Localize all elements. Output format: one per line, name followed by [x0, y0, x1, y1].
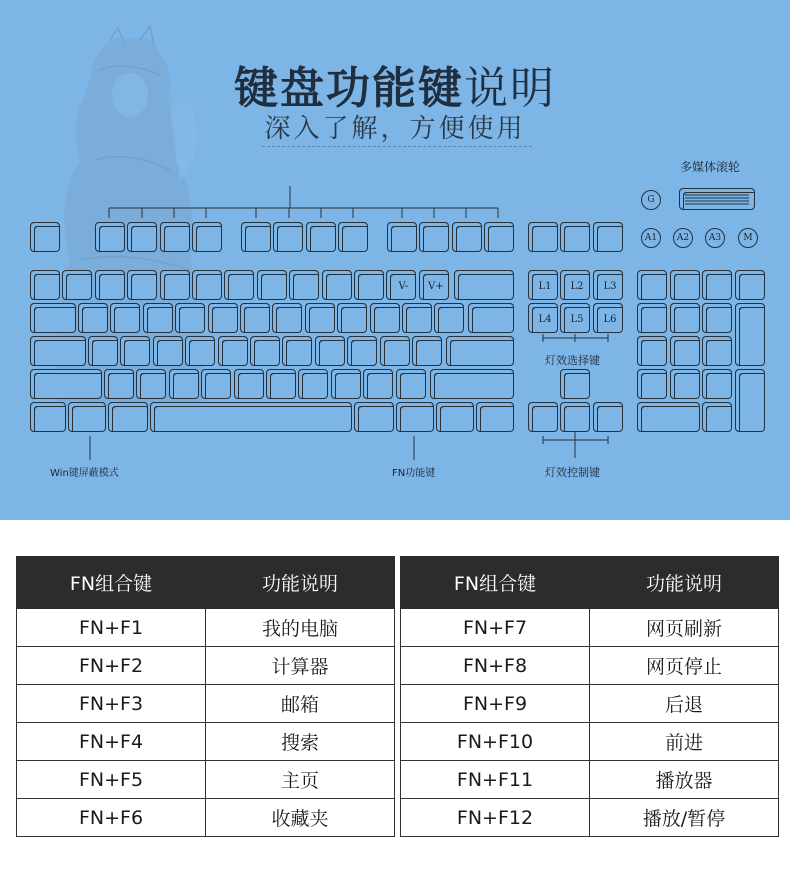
home-row-key-6[interactable] [250, 336, 280, 366]
numpad-zero-key[interactable] [637, 402, 700, 432]
m-key[interactable]: M [738, 228, 758, 248]
f9-key[interactable] [387, 222, 417, 252]
qwerty-row-key-8[interactable] [305, 303, 335, 333]
number-row-key-9[interactable] [289, 270, 319, 300]
bottom-row-key-3[interactable] [169, 369, 199, 399]
qwerty-row-key-11[interactable] [402, 303, 432, 333]
number-row-key-5[interactable] [160, 270, 190, 300]
light-key-4[interactable] [528, 303, 558, 333]
g-key[interactable]: G [641, 190, 661, 210]
function-cell: 搜索 [206, 723, 395, 761]
numpad-top-key-4[interactable] [735, 270, 765, 300]
menu-key[interactable] [436, 402, 474, 432]
bottom-row-key-9[interactable] [363, 369, 393, 399]
home-row-key-9[interactable] [347, 336, 377, 366]
combo-cell: FN+F11 [401, 761, 590, 799]
right-ctrl-key[interactable] [476, 402, 514, 432]
qwerty-row-key-1[interactable] [78, 303, 108, 333]
light-key-4-label: L4 [538, 314, 552, 325]
light-key-1[interactable] [528, 270, 558, 300]
combo-cell: FN+F7 [401, 609, 590, 647]
qwerty-row-key-12[interactable] [434, 303, 464, 333]
numpad-top-key-2[interactable] [670, 270, 700, 300]
bottom-row-key-5[interactable] [234, 369, 264, 399]
combo-cell: FN+F3 [17, 685, 206, 723]
combo-cell: FN+F8 [401, 647, 590, 685]
volume-down-key-label: V- [398, 281, 409, 292]
combo-cell: FN+F4 [17, 723, 206, 761]
function-cell: 网页刷新 [590, 609, 779, 647]
number-row-key-6[interactable] [192, 270, 222, 300]
numpad-plus-key[interactable] [735, 303, 765, 366]
right-alt-key[interactable] [354, 402, 394, 432]
table-header-function: 功能说明 [590, 557, 779, 609]
left-ctrl-key[interactable] [30, 402, 66, 432]
light-key-3[interactable] [593, 270, 623, 300]
bottom-row-key-6[interactable] [266, 369, 296, 399]
home-row-key-3[interactable] [153, 336, 183, 366]
function-cell: 播放/暂停 [590, 799, 779, 837]
right-shift-key[interactable] [430, 369, 514, 399]
home-row-key-5[interactable] [218, 336, 248, 366]
function-cell: 主页 [206, 761, 395, 799]
right-arrow-key[interactable] [593, 402, 623, 432]
table-row [401, 723, 779, 761]
light-key-2-label: L2 [570, 281, 584, 292]
numpad-row2-key-1[interactable] [637, 303, 667, 333]
volume-up-key-label: V+ [427, 281, 444, 292]
volume-down-key[interactable] [386, 270, 416, 300]
nav-top-key-2[interactable] [560, 222, 590, 252]
number-row-key-2[interactable] [62, 270, 92, 300]
tab-key[interactable] [30, 303, 76, 333]
bottom-row-key-1[interactable] [104, 369, 134, 399]
function-cell: 收藏夹 [206, 799, 395, 837]
fn-table-right [400, 556, 779, 837]
fn-key[interactable] [396, 402, 434, 432]
qwerty-row-key-4[interactable] [175, 303, 205, 333]
up-arrow-key[interactable] [560, 369, 590, 399]
home-row-key-8[interactable] [315, 336, 345, 366]
backslash-key[interactable] [468, 303, 514, 333]
bottom-row-key-8[interactable] [331, 369, 361, 399]
light-key-6-label: L6 [603, 314, 617, 325]
f4-key[interactable] [192, 222, 222, 252]
light-select-label: 灯效选择键 [545, 354, 600, 367]
volume-up-key[interactable] [419, 270, 449, 300]
home-row-key-7[interactable] [282, 336, 312, 366]
home-row-key-1[interactable] [88, 336, 118, 366]
qwerty-row-key-6[interactable] [240, 303, 270, 333]
esc-key[interactable] [30, 222, 60, 252]
numpad-row4-key-2[interactable] [670, 369, 700, 399]
combo-cell: FN+F1 [17, 609, 206, 647]
down-arrow-key[interactable] [560, 402, 590, 432]
table-header-function: 功能说明 [206, 557, 395, 609]
light-key-3-label: L3 [603, 281, 617, 292]
win-lock-label: Win键屏蔽模式 [50, 468, 119, 479]
numpad-enter-key[interactable] [735, 369, 765, 432]
numpad-row4-key-1[interactable] [637, 369, 667, 399]
backspace-key[interactable] [454, 270, 514, 300]
qwerty-row-key-5[interactable] [208, 303, 238, 333]
table-row [17, 647, 395, 685]
numpad-row3-key-1[interactable] [637, 336, 667, 366]
numpad-dot-key[interactable] [702, 402, 732, 432]
qwerty-row-key-2[interactable] [110, 303, 140, 333]
qwerty-row-key-3[interactable] [143, 303, 173, 333]
number-row-key-8[interactable] [257, 270, 287, 300]
numpad-row3-key-2[interactable] [670, 336, 700, 366]
f10-key[interactable] [419, 222, 449, 252]
number-row-key-11[interactable] [354, 270, 384, 300]
number-row-key-1[interactable] [30, 270, 60, 300]
left-shift-key[interactable] [30, 369, 102, 399]
bottom-row-key-7[interactable] [298, 369, 328, 399]
numpad-row4-key-3[interactable] [702, 369, 732, 399]
bottom-row-key-10[interactable] [396, 369, 426, 399]
bottom-row-key-2[interactable] [136, 369, 166, 399]
enter-key[interactable] [446, 336, 514, 366]
light-key-1-label: L1 [538, 281, 552, 292]
function-cell: 计算器 [206, 647, 395, 685]
function-cell: 播放器 [590, 761, 779, 799]
table-row [401, 609, 779, 647]
numpad-row3-key-3[interactable] [702, 336, 732, 366]
table-row [17, 723, 395, 761]
f8-key[interactable] [338, 222, 368, 252]
number-row-key-3[interactable] [95, 270, 125, 300]
function-cell: 邮箱 [206, 685, 395, 723]
wheel-grip-icon [683, 192, 751, 206]
multimedia-wheel-label: 多媒体滚轮 [680, 160, 741, 174]
win-key[interactable] [68, 402, 106, 432]
left-arrow-key[interactable] [528, 402, 558, 432]
table-header-combo: FN组合键 [17, 557, 206, 609]
qwerty-row-key-7[interactable] [272, 303, 302, 333]
f12-key[interactable] [484, 222, 514, 252]
f7-key[interactable] [306, 222, 336, 252]
a1-key[interactable]: A1 [641, 228, 661, 248]
combo-cell: FN+F5 [17, 761, 206, 799]
bottom-row-key-4[interactable] [201, 369, 231, 399]
f3-key[interactable] [160, 222, 190, 252]
numpad-row2-key-2[interactable] [670, 303, 700, 333]
function-cell: 网页停止 [590, 647, 779, 685]
function-cell: 后退 [590, 685, 779, 723]
numpad-row2-key-3[interactable] [702, 303, 732, 333]
light-key-6[interactable] [593, 303, 623, 333]
f11-key[interactable] [452, 222, 482, 252]
page-subtitle: 深入了解，方便使用 [264, 114, 526, 144]
function-cell: 我的电脑 [206, 609, 395, 647]
f5-key[interactable] [241, 222, 271, 252]
home-row-key-2[interactable] [120, 336, 150, 366]
f2-key[interactable] [127, 222, 157, 252]
table-row [17, 609, 395, 647]
function-cell: 前进 [590, 723, 779, 761]
light-key-5[interactable] [560, 303, 590, 333]
fn-table-left [16, 556, 395, 837]
number-row-key-10[interactable] [322, 270, 352, 300]
nav-top-key-3[interactable] [593, 222, 623, 252]
caps-lock-key[interactable] [30, 336, 86, 366]
title-bold: 键盘功能键 [234, 63, 464, 114]
table-row [401, 799, 779, 837]
combo-cell: FN+F12 [401, 799, 590, 837]
table-row [401, 647, 779, 685]
f1-key[interactable] [95, 222, 125, 252]
nav-top-key-1[interactable] [528, 222, 558, 252]
combo-cell: FN+F10 [401, 723, 590, 761]
combo-cell: FN+F6 [17, 799, 206, 837]
combo-cell: FN+F9 [401, 685, 590, 723]
title-light: 说明 [464, 63, 556, 114]
light-key-2[interactable] [560, 270, 590, 300]
number-row-key-7[interactable] [224, 270, 254, 300]
table-row [17, 685, 395, 723]
home-row-key-4[interactable] [185, 336, 215, 366]
numpad-top-key-3[interactable] [702, 270, 732, 300]
fn-key-label: FN功能键 [392, 468, 436, 479]
qwerty-row-key-10[interactable] [370, 303, 400, 333]
spacebar-key[interactable] [150, 402, 352, 432]
a2-key[interactable]: A2 [673, 228, 693, 248]
light-control-label: 灯效控制键 [545, 466, 600, 479]
light-key-5-label: L5 [570, 314, 584, 325]
home-row-key-10[interactable] [380, 336, 410, 366]
home-row-key-11[interactable] [412, 336, 442, 366]
table-row [17, 799, 395, 837]
table-header-combo: FN组合键 [401, 557, 590, 609]
qwerty-row-key-9[interactable] [337, 303, 367, 333]
left-alt-key[interactable] [108, 402, 148, 432]
table-row [17, 761, 395, 799]
table-row [401, 685, 779, 723]
combo-cell: FN+F2 [17, 647, 206, 685]
f6-key[interactable] [273, 222, 303, 252]
table-row [401, 761, 779, 799]
a3-key[interactable]: A3 [705, 228, 725, 248]
numpad-top-key-1[interactable] [637, 270, 667, 300]
number-row-key-4[interactable] [127, 270, 157, 300]
